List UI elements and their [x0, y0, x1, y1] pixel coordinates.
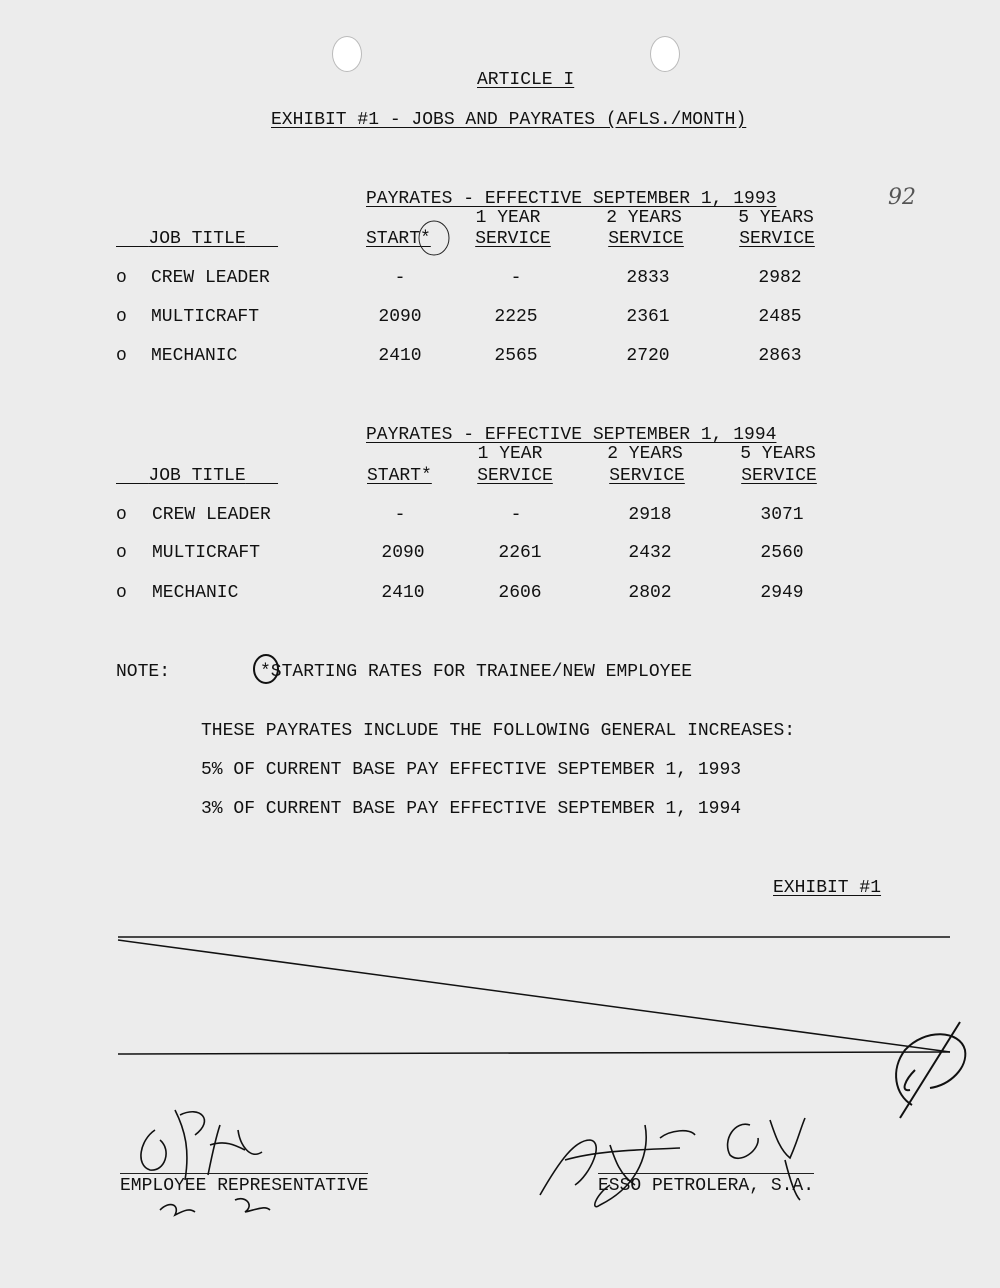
row-1year: - — [510, 268, 522, 288]
handwritten-page-number: 92 — [888, 185, 916, 210]
row-1year: 2225 — [494, 307, 538, 327]
col-header-2year-top: 2 YEARS — [606, 208, 682, 228]
row-2year: 2833 — [626, 268, 670, 288]
row-1year: 2261 — [498, 543, 542, 563]
col-header-1year-bottom: SERVICE — [477, 466, 553, 486]
row-2year: 2720 — [626, 346, 670, 366]
row-5year: 2949 — [760, 583, 804, 603]
col-header-5year-top: 5 YEARS — [738, 208, 814, 228]
row-start: 2410 — [378, 346, 422, 366]
row-start: 2090 — [378, 307, 422, 327]
circle-mark-start — [419, 221, 449, 255]
col-header-5year-bottom: SERVICE — [741, 466, 817, 486]
row-5year: 3071 — [760, 505, 804, 525]
row-5year: 2982 — [758, 268, 802, 288]
note-text: *STARTING RATES FOR TRAINEE/NEW EMPLOYEE — [260, 662, 693, 682]
article-heading: ARTICLE I — [477, 70, 575, 90]
row-bullet: o — [116, 543, 127, 563]
row-job-title: CREW LEADER — [152, 505, 271, 525]
employee-representative-signature — [141, 1110, 270, 1215]
note-label: NOTE: — [116, 662, 171, 682]
col-header-job-title: JOB TITLE — [148, 229, 246, 249]
row-job-title: MULTICRAFT — [152, 543, 261, 563]
footer-exhibit-label: EXHIBIT #1 — [773, 878, 882, 898]
col-header-2year-top: 2 YEARS — [607, 444, 683, 464]
row-job-title: MECHANIC — [152, 583, 239, 603]
row-bullet: o — [116, 505, 127, 525]
note-line: 5% OF CURRENT BASE PAY EFFECTIVE SEPTEMBER 1, 1993 — [201, 760, 742, 780]
note-line: THESE PAYRATES INCLUDE THE FOLLOWING GENERAL INCREASES: — [201, 721, 796, 741]
col-header-2year-bottom: SERVICE — [608, 229, 684, 249]
row-bullet: o — [116, 307, 127, 327]
col-header-start: START* — [366, 229, 431, 249]
row-job-title: CREW LEADER — [151, 268, 270, 288]
row-bullet: o — [116, 583, 127, 603]
row-2year: 2802 — [628, 583, 672, 603]
esso-petrolera-label: ESSO PETROLERA, S.A. — [598, 1173, 814, 1196]
col-header-start: START* — [367, 466, 432, 486]
initials-mark — [896, 1022, 965, 1118]
row-2year: 2361 — [626, 307, 670, 327]
row-bullet: o — [116, 346, 127, 366]
exhibit-title: EXHIBIT #1 - JOBS AND PAYRATES (AFLS./MONTH) — [271, 110, 747, 130]
col-header-1year-top: 1 YEAR — [475, 208, 541, 228]
row-start: 2410 — [381, 583, 425, 603]
row-1year: 2606 — [498, 583, 542, 603]
esso-petrolera-signature — [540, 1118, 805, 1207]
col-header-1year-top: 1 YEAR — [477, 444, 543, 464]
row-2year: 2918 — [628, 505, 672, 525]
row-5year: 2560 — [760, 543, 804, 563]
circle-mark-asterisk — [254, 655, 278, 683]
row-job-title: MULTICRAFT — [151, 307, 260, 327]
table-heading: PAYRATES - EFFECTIVE SEPTEMBER 1, 1993 — [366, 189, 777, 209]
col-header-2year-bottom: SERVICE — [609, 466, 685, 486]
row-5year: 2485 — [758, 307, 802, 327]
row-1year: 2565 — [494, 346, 538, 366]
strike-line-diagonal — [118, 940, 950, 1052]
strike-line-bottom — [118, 1052, 950, 1054]
col-header-5year-top: 5 YEARS — [740, 444, 816, 464]
row-2year: 2432 — [628, 543, 672, 563]
row-5year: 2863 — [758, 346, 802, 366]
row-1year: - — [510, 505, 522, 525]
col-header-1year-bottom: SERVICE — [475, 229, 551, 249]
table-heading: PAYRATES - EFFECTIVE SEPTEMBER 1, 1994 — [366, 425, 777, 445]
row-start: - — [394, 268, 406, 288]
row-start: - — [394, 505, 406, 525]
row-start: 2090 — [381, 543, 425, 563]
employee-representative-label: EMPLOYEE REPRESENTATIVE — [120, 1173, 368, 1196]
col-header-job-title: JOB TITLE — [148, 466, 246, 486]
row-bullet: o — [116, 268, 127, 288]
note-line: 3% OF CURRENT BASE PAY EFFECTIVE SEPTEMBER 1, 1994 — [201, 799, 742, 819]
row-job-title: MECHANIC — [151, 346, 238, 366]
col-header-5year-bottom: SERVICE — [739, 229, 815, 249]
